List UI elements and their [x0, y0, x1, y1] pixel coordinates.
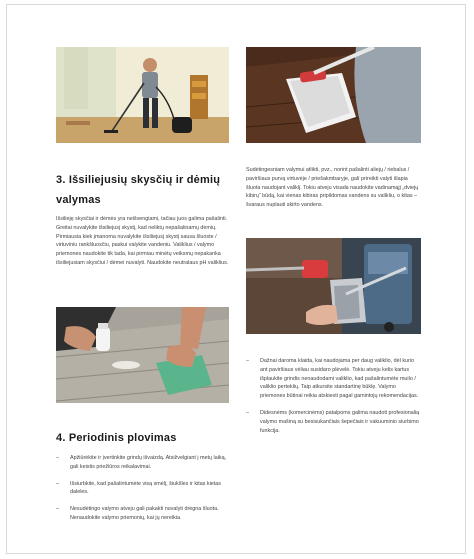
- section-3-paragraph: Išsilieję skysčiai ir dėmės yra neišvengiami, tačiau juos galima pašalinti. Greitai nuvalykite išsiliejusį skystį, kad neliktų nepašalinamų dėmių. Pirmiausia kiek įmanoma nuvalykite išsiliejusį skystį sausa šluoste / virtuviniu rankšluosčiu, paskui valykite vandeniu. Valiklius / valymo priemones naudokite tik tada, kai pirmiau minėtų veiksmų nepakanka išsiliejusiam skysčiui / dėmei nuvalyti. Naudokite neutralaus pH valiklius.: [56, 216, 229, 266]
- list-item: – Nesudėtingo valymo atveju gali pakakti nuvalyti drėgna šluota. Nenaudokite valymo priemonių, kai jų nereikia.: [56, 505, 230, 523]
- list-item: – Dažnai daroma klaida, kai naudojama per daug valiklio, dėl kurio ant paviršiaus vėliau susidaro plėvelė. Tokiu atveju kelis kartus išplaukite grindis nenaudodami valiklio, kad pašalintumėte muilo / valiklio perteklių. Taip atkursite standartinę būklę. Valymo priemones būtinai reikia atskiesti pagal gamintojų rekomendacijas.: [246, 357, 421, 401]
- vacuuming-photo: [56, 47, 229, 143]
- list-item: – Didesnėms (komercinėms) patalpoms galima naudoti profesionalią valymo mašiną su besisukančiais šepečiais ir vakuuminio siurbimo funkcija.: [246, 409, 421, 435]
- two-bucket-paragraph: Sudėtingesniam valymui atlikti, pvz., norint pašalinti aliejų / riebalus / paviršiaus purvą virtuvėje / priešakmbaryje, galí prireikti valyti šlapia šluota naudojant valiklį. Tokiu atveju visada naudokite vadinamąjį „dviejų kibirų“ būdą, kai vienas kibiras pripildomas vandens su valikliu, o kitas – švaraus nuplauti skirto vandens.: [246, 167, 419, 209]
- spill-cleaning-photo: [56, 307, 229, 403]
- list-item: – Išsiurbkite, kad pašalintumėte visą smėlį, šiukšles ir kitas kietas daleles.: [56, 480, 230, 498]
- list-item: – Apžiūrėkite ir įvertinkite grindų išvaizdą. Atsižvelgiant į metų laiką, gali keistis priežiūros reikalavimai.: [56, 454, 230, 472]
- mop-bucket-photo: [246, 238, 421, 334]
- section-3-heading: 3. Išsiliejusių skysčių ir dėmių valymas: [56, 174, 221, 206]
- flat-mop-photo: [246, 47, 421, 143]
- section-4-heading: 4. Periodinis plovimas: [56, 432, 177, 444]
